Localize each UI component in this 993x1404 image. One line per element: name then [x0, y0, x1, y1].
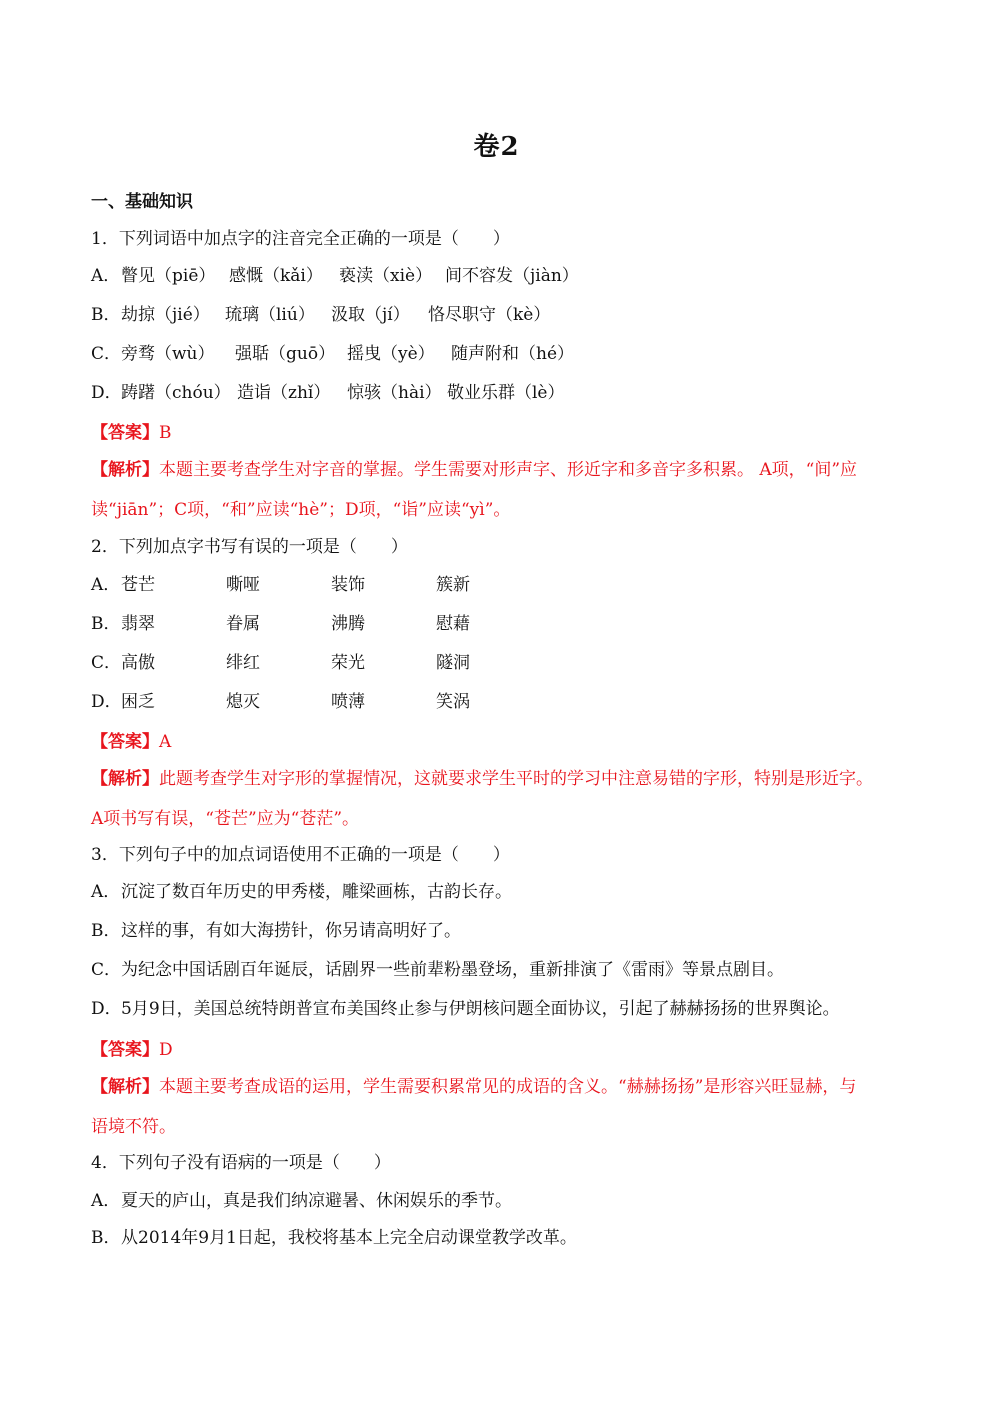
q2-d-item-1: 困乏 [121, 692, 155, 712]
q1-a-item-4: 间不容发（jiàn） [445, 266, 579, 286]
answer-value: D [159, 1040, 173, 1060]
option-letter: A． [91, 882, 121, 902]
q1-option-c [91, 342, 906, 366]
option-letter: B． [91, 305, 121, 325]
option-letter: D． [91, 999, 122, 1019]
q1-answer [91, 421, 906, 445]
answer-value: B [159, 423, 172, 443]
option-letter: C． [91, 653, 122, 673]
analysis-text: 本题主要考查成语的运用，学生需要积累常见的成语的含义。“赫赫扬扬”是形容兴旺显赫，与 [159, 1077, 857, 1097]
q2-b-item-1: 翡翠 [121, 614, 155, 634]
q2-d-item-4: 笑涡 [436, 692, 470, 712]
q2-d-item-3: 喷薄 [331, 692, 365, 712]
option-letter: B． [91, 921, 121, 941]
q1-b-item-3: 汲取（jí） [331, 305, 410, 325]
q1-c-item-2: 强聒（guō） [235, 344, 336, 364]
option-text: 从2014年9月1日起，我校将基本上完全启动课堂教学改革。 [121, 1228, 577, 1248]
analysis-text: 此题考查学生对字形的掌握情况，这就要求学生平时的学习中注意易错的字形，特别是形近字。 [159, 769, 873, 789]
q2-a-item-1: 苍芒 [121, 575, 155, 595]
q1-d-item-3: 惊骇（hài） [347, 383, 442, 403]
q2-b-item-4: 慰藉 [436, 614, 470, 634]
q2-b-item-3: 沸腾 [331, 614, 365, 634]
page-title: 卷2 [473, 132, 520, 162]
q1-c-item-1: 旁骛（wù） [121, 344, 215, 364]
answer-tag: 【答案】 [91, 1040, 159, 1060]
analysis-tag: 【解析】 [91, 769, 159, 789]
q3-analysis-line-1 [91, 1075, 906, 1099]
q1-c-item-3: 摇曳（yè） [347, 344, 435, 364]
q4-option-b [91, 1226, 906, 1250]
q1-c-item-4: 随声附和（hé） [451, 344, 575, 364]
q2-a-item-4: 簇新 [436, 575, 470, 595]
q1-b-item-2: 琉璃（liú） [225, 305, 315, 325]
q3-analysis-line-2: 语境不符。 [91, 1117, 176, 1137]
q1-option-b [91, 303, 906, 327]
q1-analysis-line-2: 读“jiān”；C项，“和”应读“hè”；D项，“诣”应读“yì”。 [91, 500, 511, 520]
q2-option-c [91, 651, 906, 675]
q1-d-item-2: 造诣（zhǐ） [237, 383, 331, 403]
q1-a-item-2: 感慨（kǎi） [229, 266, 323, 286]
option-text: 沉淀了数百年历史的甲秀楼，雕梁画栋，古韵长存。 [121, 882, 512, 902]
q3-answer [91, 1038, 906, 1062]
option-letter: C． [91, 960, 122, 980]
question-3-stem: 3．下列句子中的加点词语使用不正确的一项是（ ） [91, 845, 510, 865]
answer-value: A [159, 732, 172, 752]
answer-tag: 【答案】 [91, 423, 159, 443]
q1-d-item-4: 敬业乐群（lè） [447, 383, 565, 403]
option-text: 这样的事，有如大海捞针，你另请高明好了。 [121, 921, 461, 941]
q2-option-a [91, 573, 906, 597]
analysis-tag: 【解析】 [91, 1077, 159, 1097]
option-letter: A． [91, 1191, 121, 1211]
q3-option-c [91, 958, 906, 982]
q2-d-item-2: 熄灭 [226, 692, 260, 712]
option-text: 5月9日，美国总统特朗普宣布美国终止参与伊朗核问题全面协议，引起了赫赫扬扬的世界舆论。 [121, 999, 840, 1019]
option-letter: A． [91, 575, 121, 595]
question-1-stem: 1．下列词语中加点字的注音完全正确的一项是（ ） [91, 229, 510, 249]
q2-analysis-line-1 [91, 767, 906, 791]
option-letter: A． [91, 266, 121, 286]
option-letter: C． [91, 344, 122, 364]
q1-analysis-line-1 [91, 458, 906, 482]
option-letter: B． [91, 614, 121, 634]
answer-tag: 【答案】 [91, 732, 159, 752]
q2-analysis-line-2: A项书写有误，“苍芒”应为“苍茫”。 [91, 809, 360, 829]
analysis-tag: 【解析】 [91, 460, 159, 480]
option-letter: B． [91, 1228, 121, 1248]
option-letter: D． [91, 383, 122, 403]
q3-option-b [91, 919, 906, 943]
q1-b-item-4: 恪尽职守（kè） [428, 305, 551, 325]
q2-answer [91, 730, 906, 754]
q2-c-item-3: 荣光 [331, 653, 365, 673]
q2-b-item-2: 眷属 [226, 614, 260, 634]
q1-option-a [91, 264, 906, 288]
q3-option-a [91, 880, 906, 904]
q2-option-d [91, 690, 906, 714]
q1-a-item-3: 亵渎（xiè） [339, 266, 433, 286]
q2-a-item-3: 装饰 [331, 575, 365, 595]
q2-a-item-2: 嘶哑 [226, 575, 260, 595]
q4-option-a [91, 1189, 906, 1213]
section-heading: 一、基础知识 [91, 192, 193, 212]
q1-a-item-1: 瞥见（piē） [121, 266, 216, 286]
q2-c-item-4: 隧洞 [436, 653, 470, 673]
q1-option-d [91, 381, 906, 405]
analysis-text: 本题主要考查学生对字音的掌握。学生需要对形声字、形近字和多音字多积累。 A项，“间”应 [159, 460, 858, 480]
q1-d-item-1: 踌躇（chóu） [121, 383, 231, 403]
q3-option-d [91, 997, 906, 1021]
option-text: 夏天的庐山，真是我们纳凉避暑、休闲娱乐的季节。 [121, 1191, 512, 1211]
q2-c-item-2: 绯红 [226, 653, 260, 673]
q2-c-item-1: 高傲 [121, 653, 155, 673]
q2-option-b [91, 612, 906, 636]
option-text: 为纪念中国话剧百年诞辰，话剧界一些前辈粉墨登场，重新排演了《雷雨》等景点剧目。 [121, 960, 784, 980]
question-2-stem: 2．下列加点字书写有误的一项是（ ） [91, 537, 408, 557]
option-letter: D． [91, 692, 122, 712]
q1-b-item-1: 劫掠（jié） [121, 305, 210, 325]
question-4-stem: 4．下列句子没有语病的一项是（ ） [91, 1153, 391, 1173]
